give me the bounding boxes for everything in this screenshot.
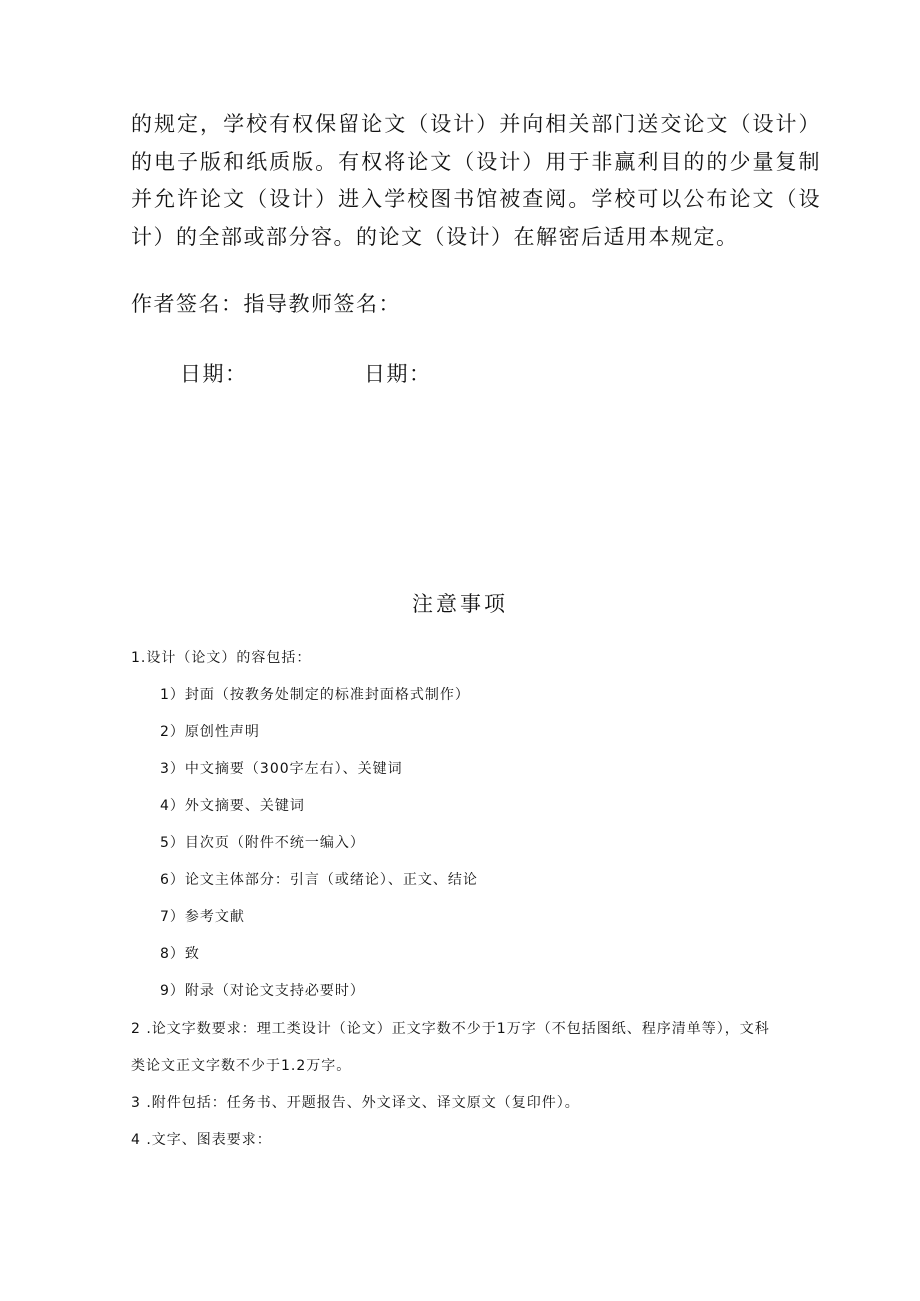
notes-item-3: 3 .附件包括：任务书、开题报告、外文译文、译文原文（复印件）。 xyxy=(131,1095,580,1111)
notes-sub-item: 5）目次页（附件不统一编入） xyxy=(160,835,365,851)
notes-item-4: 4 .文字、图表要求： xyxy=(131,1132,272,1148)
advisor-date-label: 日期： xyxy=(364,362,432,386)
notes-sub-item: 1）封面（按教务处制定的标准封面格式制作） xyxy=(160,687,470,703)
author-date-label: 日期： xyxy=(180,362,248,386)
notes-sub-item: 3）中文摘要（300字左右）、关键词 xyxy=(160,761,403,777)
notes-sub-item: 2）原创性声明 xyxy=(160,724,260,740)
declaration-paragraph: 的规定，学校有权保留论文（设计）并向相关部门送交论文（设计）的电子版和纸质版。有权将论文（设计）用于非赢利目的的少量复制并允许论文（设计）进入学校图书馆被查阅。学校可以公布论文（设计）的全部或部分容。的论文（设计）在解密后适用本规定。 xyxy=(131,112,821,249)
notes-sub-item: 7）参考文献 xyxy=(160,909,245,925)
signature-labels: 作者签名：指导教师签名： xyxy=(131,292,401,316)
notes-item-2-line-1: 2 .论文字数要求：理工类设计（论文）正文字数不少于1万字（不包括图纸、程序清单等），文科 xyxy=(131,1021,770,1037)
notes-title: 注意事项 xyxy=(412,592,508,616)
notes-sub-item: 4）外文摘要、关键词 xyxy=(160,798,305,814)
notes-sub-item: 6）论文主体部分：引言（或绪论）、正文、结论 xyxy=(160,872,478,888)
notes-sub-item: 9）附录（对论文支持必要时） xyxy=(160,983,365,999)
notes-item-2-line-2: 类论文正文字数不少于1.2万字。 xyxy=(131,1058,352,1074)
notes-sub-item: 8）致 xyxy=(160,946,200,962)
notes-item-1: 1.设计（论文）的容包括： xyxy=(131,650,312,666)
